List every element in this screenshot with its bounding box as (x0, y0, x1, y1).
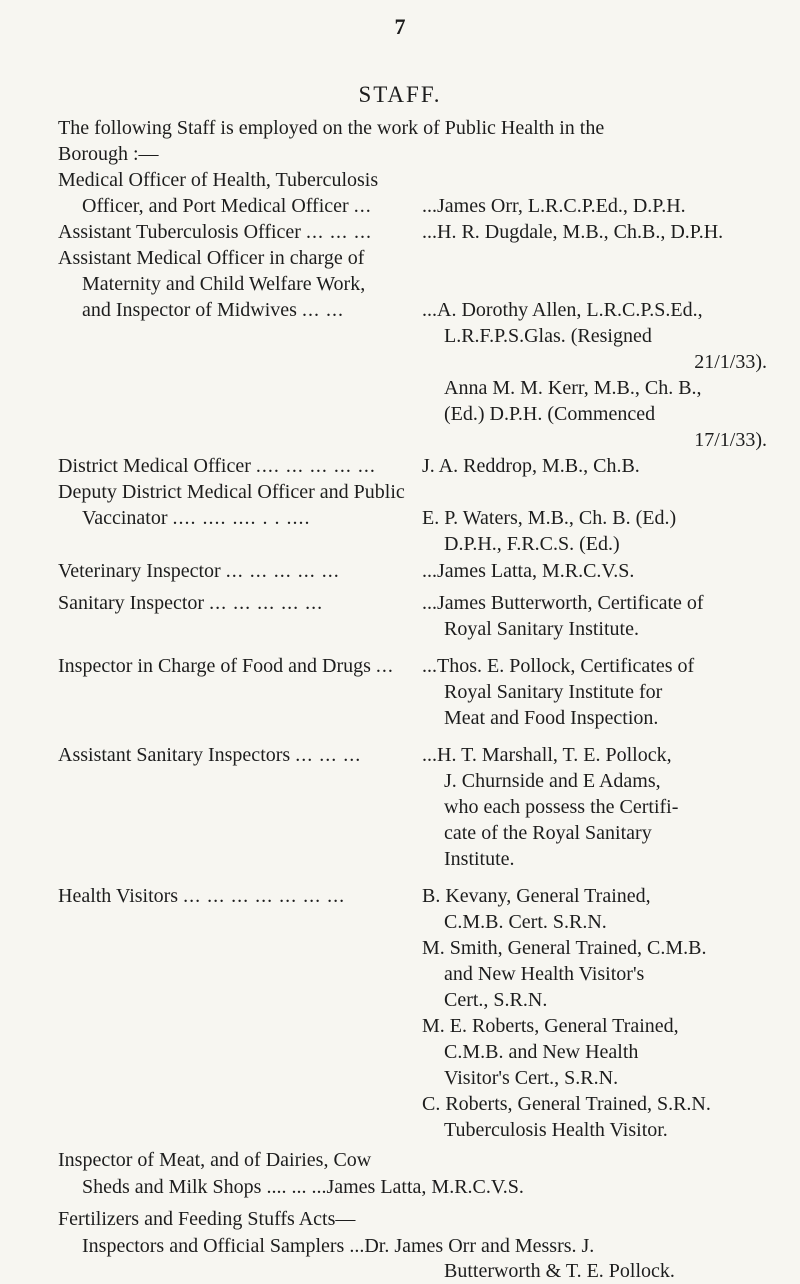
leader-dots: ... ... (301, 299, 344, 321)
leader-dots: ... (353, 195, 372, 217)
name-line: Anna M. M. Kerr, M.B., Ch. B., (444, 377, 702, 399)
fertilizers-line-3: Butterworth & T. E. Pollock. (444, 1260, 675, 1282)
name-line: Visitor's Cert., S.R.N. (444, 1067, 619, 1089)
name-line: who each possess the Certifi- (444, 796, 679, 818)
role-text: Sanitary Inspector (58, 592, 205, 614)
role-text: Vaccinator (82, 507, 168, 529)
role-text: Veterinary Inspector (58, 560, 221, 582)
role-label-cont (82, 505, 311, 531)
page-number: 7 (394, 14, 406, 39)
name-line: ...H. T. Marshall, T. E. Pollock, (422, 744, 672, 766)
name-line: C.M.B. and New Health (444, 1041, 639, 1063)
name-line: cate of the Royal Sanitary (444, 822, 652, 844)
name-line: ...A. Dorothy Allen, L.R.C.P.S.Ed., (422, 299, 703, 321)
intro-paragraph (58, 115, 748, 167)
role-text: Assistant Tuberculosis Officer (58, 221, 301, 243)
name-line: L.R.F.P.S.Glas. (Resigned (444, 325, 652, 347)
role-label-cont (82, 297, 344, 323)
role-text: and Inspector of Midwives (82, 299, 297, 321)
role-label: Deputy District Medical Officer and Public (58, 481, 405, 503)
name-line: J. A. Reddrop, M.B., Ch.B. (422, 455, 640, 477)
name-line: Cert., S.R.N. (444, 989, 548, 1011)
staff-name (422, 590, 767, 642)
name-line: 21/1/33). (694, 351, 767, 373)
role-text: Health Visitors (58, 885, 179, 907)
role-label-cont: Maternity and Child Welfare Work, (82, 273, 366, 295)
staff-name (422, 297, 767, 453)
role-label (58, 883, 345, 909)
page-title: STAFF. (358, 82, 442, 107)
staff-name (422, 883, 767, 1143)
name-line: ...James Butterworth, Certificate of (422, 592, 704, 614)
staff-name (422, 219, 767, 245)
role-label: Medical Officer of Health, Tuberculosis (58, 169, 379, 191)
role-label-cont (82, 193, 372, 219)
name-line: D.P.H., F.R.C.S. (Ed.) (444, 533, 620, 555)
name-line: ...H. R. Dugdale, M.B., Ch.B., D.P.H. (422, 221, 724, 243)
leader-dots: ... ... ... (295, 744, 362, 766)
staff-name (422, 653, 767, 731)
name-line: C. Roberts, General Trained, S.R.N. (422, 1093, 711, 1115)
role-label (58, 653, 394, 679)
name-line: E. P. Waters, M.B., Ch. B. (Ed.) (422, 507, 677, 529)
leader-dots: .... .... .... . . .... (172, 507, 311, 529)
fertilizers-line-2: Inspectors and Official Samplers ...Dr. James Orr and Messrs. J. (82, 1235, 595, 1257)
role-label (58, 742, 361, 768)
leader-dots: ... ... ... (305, 221, 372, 243)
name-line: Royal Sanitary Institute for (444, 681, 663, 703)
meat-dairies-line-1: Inspector of Meat, and of Dairies, Cow (58, 1149, 372, 1171)
meat-dairies-line-2: Sheds and Milk Shops .... ... ...James Latta, M.R.C.V.S. (82, 1176, 524, 1198)
name-line: B. Kevany, General Trained, (422, 885, 651, 907)
staff-name (422, 193, 767, 219)
name-line: and New Health Visitor's (444, 963, 645, 985)
role-label (58, 219, 372, 245)
name-line: ...James Orr, L.R.C.P.Ed., D.P.H. (422, 195, 686, 217)
name-line: M. Smith, General Trained, C.M.B. (422, 937, 707, 959)
role-label (58, 558, 340, 584)
role-text: Officer, and Port Medical Officer (82, 195, 349, 217)
leader-dots: ... ... ... ... ... ... ... (183, 885, 346, 907)
intro-line-1: The following Staff is employed on the work of Public Health in the (58, 117, 605, 139)
role-text: Inspector in Charge of Food and Drugs (58, 655, 371, 677)
leader-dots: ... ... ... ... ... (225, 560, 340, 582)
role-text: Assistant Sanitary Inspectors (58, 744, 291, 766)
intro-line-2: Borough :— (58, 143, 159, 165)
leader-dots: ... ... ... ... ... (209, 592, 324, 614)
leader-dots: .... ... ... ... ... (255, 455, 376, 477)
staff-name (422, 453, 767, 479)
name-line: Institute. (444, 848, 515, 870)
name-line: 17/1/33). (694, 429, 767, 451)
role-label: Assistant Medical Officer in charge of (58, 247, 365, 269)
name-line: M. E. Roberts, General Trained, (422, 1015, 679, 1037)
fertilizers-line-1: Fertilizers and Feeding Stuffs Acts— (58, 1208, 356, 1230)
staff-name (422, 742, 767, 872)
name-line: C.M.B. Cert. S.R.N. (444, 911, 607, 933)
role-label (58, 590, 323, 616)
staff-name (422, 558, 767, 584)
name-line: ...James Latta, M.R.C.V.S. (422, 560, 635, 582)
name-line: ...Thos. E. Pollock, Certificates of (422, 655, 695, 677)
role-label (58, 453, 376, 479)
name-line: (Ed.) D.P.H. (Commenced (444, 403, 656, 425)
role-text: District Medical Officer (58, 455, 251, 477)
name-line: Tuberculosis Health Visitor. (444, 1119, 668, 1141)
leader-dots: ... (375, 655, 394, 677)
staff-name (422, 505, 767, 557)
name-line: Meat and Food Inspection. (444, 707, 659, 729)
name-line: J. Churnside and E Adams, (444, 770, 661, 792)
name-line: Royal Sanitary Institute. (444, 618, 639, 640)
